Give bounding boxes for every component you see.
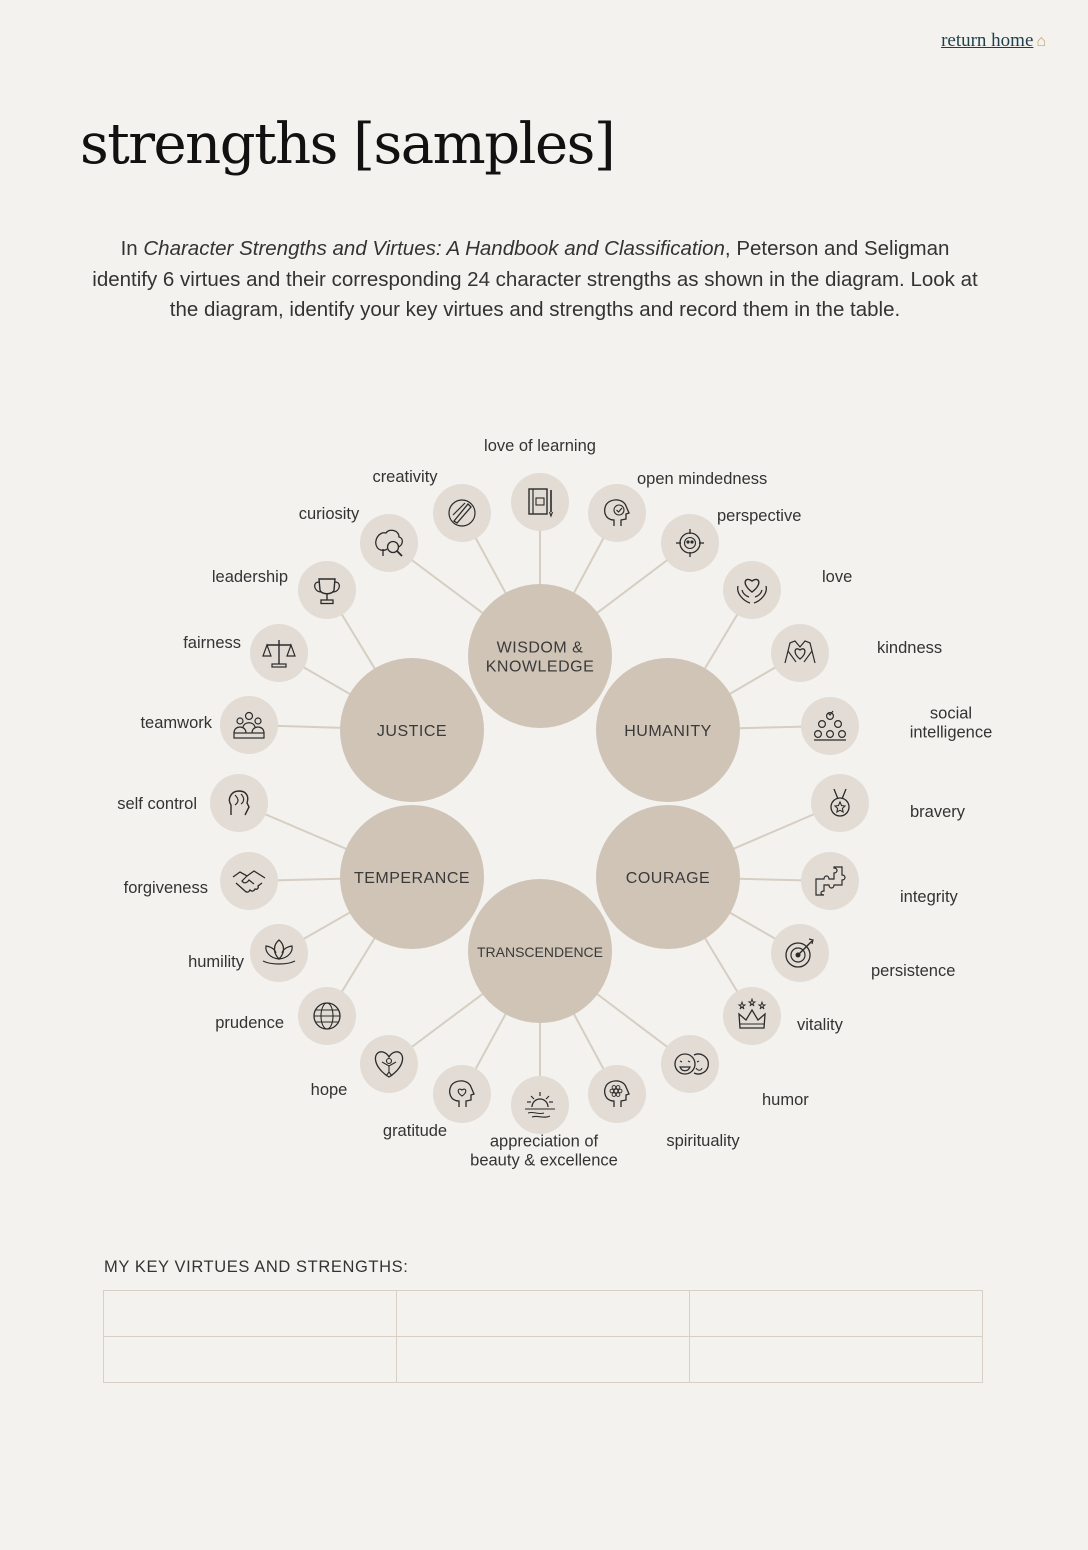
strength-leadership[interactable] <box>212 561 356 619</box>
strength-label: leadership <box>211 568 288 586</box>
virtue-justice[interactable] <box>340 658 484 802</box>
strength-label: gratitude <box>382 1122 448 1140</box>
strength-label: curiosity <box>298 505 360 523</box>
strength-kindness[interactable] <box>771 624 942 682</box>
virtue-courage[interactable] <box>596 805 740 949</box>
strength-label: perspective <box>717 507 802 525</box>
virtue-temperance[interactable] <box>340 805 484 949</box>
strength-teamwork[interactable] <box>140 696 278 754</box>
book-title: Character Strengths and Virtues: A Handbook and Classification <box>143 237 725 260</box>
strength-circle <box>511 1076 569 1134</box>
house-icon: ⌂ <box>1036 33 1046 50</box>
strength-label: creativity <box>372 468 438 486</box>
strength-humility[interactable] <box>188 924 308 982</box>
strength-integrity[interactable] <box>801 852 959 910</box>
strength-label: vitality <box>797 1016 843 1034</box>
virtue-wisdom[interactable] <box>468 584 612 728</box>
strength-bravery[interactable] <box>811 774 966 832</box>
strength-label: forgiveness <box>123 879 208 897</box>
strength-circle <box>723 561 781 619</box>
intro-lead: In <box>120 237 144 260</box>
strength-circle <box>220 696 278 754</box>
strength-label: teamwork <box>140 714 212 732</box>
page-title: strengths [samples] <box>80 112 615 177</box>
strength-circle <box>801 852 859 910</box>
strength-label: persistence <box>871 962 956 980</box>
strength-self-control[interactable] <box>117 774 268 832</box>
virtue-label: KNOWLEDGE <box>485 658 595 676</box>
strength-label: spirituality <box>666 1132 740 1150</box>
strength-circle <box>298 561 356 619</box>
strength-circle <box>588 484 646 542</box>
virtue-label: TEMPERANCE <box>353 870 471 887</box>
strength-label: humility <box>188 953 244 971</box>
virtue-humanity[interactable] <box>596 658 740 802</box>
strength-label: fairness <box>183 634 241 652</box>
strength-label: love <box>822 568 853 586</box>
table-row <box>104 1337 983 1383</box>
virtue-label: COURAGE <box>625 870 711 887</box>
strength-curiosity[interactable] <box>299 505 418 572</box>
strength-label: appreciation of <box>489 1132 599 1151</box>
virtue-label: TRANSCENDENCE <box>476 944 604 960</box>
strength-circle <box>801 697 859 755</box>
strengths-diagram <box>0 400 1088 1200</box>
virtue-label: JUSTICE <box>376 723 448 740</box>
strength-label: bravery <box>910 803 966 821</box>
strength-label: intelligence <box>909 723 993 742</box>
strength-love-of-learning[interactable] <box>484 437 596 531</box>
virtue-label: HUMANITY <box>624 723 712 740</box>
strength-label: open mindedness <box>637 470 768 488</box>
strength-circle <box>771 624 829 682</box>
strength-label: kindness <box>877 639 943 657</box>
strength-label: prudence <box>215 1014 284 1032</box>
return-home-link[interactable] <box>941 30 1046 52</box>
strength-persistence[interactable] <box>771 924 955 982</box>
strength-social-intelligence[interactable] <box>801 697 992 755</box>
table-row <box>104 1291 983 1337</box>
strength-label: humor <box>762 1091 809 1109</box>
strength-label: love of learning <box>484 437 596 455</box>
strength-humor[interactable] <box>661 1035 809 1109</box>
table-cell[interactable] <box>397 1291 690 1337</box>
return-home-label[interactable]: return home <box>941 30 1034 51</box>
table-cell[interactable] <box>690 1291 983 1337</box>
strength-spirituality[interactable] <box>588 1065 740 1150</box>
strength-label: integrity <box>900 888 958 906</box>
strength-prudence[interactable] <box>215 987 356 1045</box>
strength-label: hope <box>310 1081 348 1099</box>
strength-circle <box>433 1065 491 1123</box>
strength-label: beauty & excellence <box>470 1151 618 1170</box>
key-strengths-table <box>103 1290 983 1383</box>
strength-circle <box>210 774 268 832</box>
strength-circle <box>250 924 308 982</box>
table-cell[interactable] <box>690 1337 983 1383</box>
strength-fairness[interactable] <box>183 624 308 682</box>
key-strengths-label: MY KEY VIRTUES AND STRENGTHS: <box>104 1258 409 1276</box>
strength-vitality[interactable] <box>723 987 844 1045</box>
virtue-label: WISDOM & <box>496 639 584 657</box>
strength-love[interactable] <box>723 561 852 619</box>
strength-circle <box>661 1035 719 1093</box>
strength-circle <box>433 484 491 542</box>
strength-label: self control <box>117 795 197 813</box>
virtue-transcendence[interactable] <box>468 879 612 1023</box>
strength-label: social <box>929 704 973 723</box>
intro-paragraph <box>90 234 980 326</box>
table-cell[interactable] <box>104 1337 397 1383</box>
table-cell[interactable] <box>104 1291 397 1337</box>
strength-circle <box>588 1065 646 1123</box>
table-cell[interactable] <box>397 1337 690 1383</box>
strength-forgiveness[interactable] <box>124 852 278 910</box>
strength-perspective[interactable] <box>661 507 801 572</box>
strength-circle <box>723 987 781 1045</box>
intro-body: , Peterson and Seligman identify 6 virtues and their corresponding 24 character strengths as shown in the diagram. Look at the diagram, identify your key virtues and strengths and record them in the table. <box>92 237 978 321</box>
strength-circle <box>661 514 719 572</box>
strength-circle <box>511 473 569 531</box>
